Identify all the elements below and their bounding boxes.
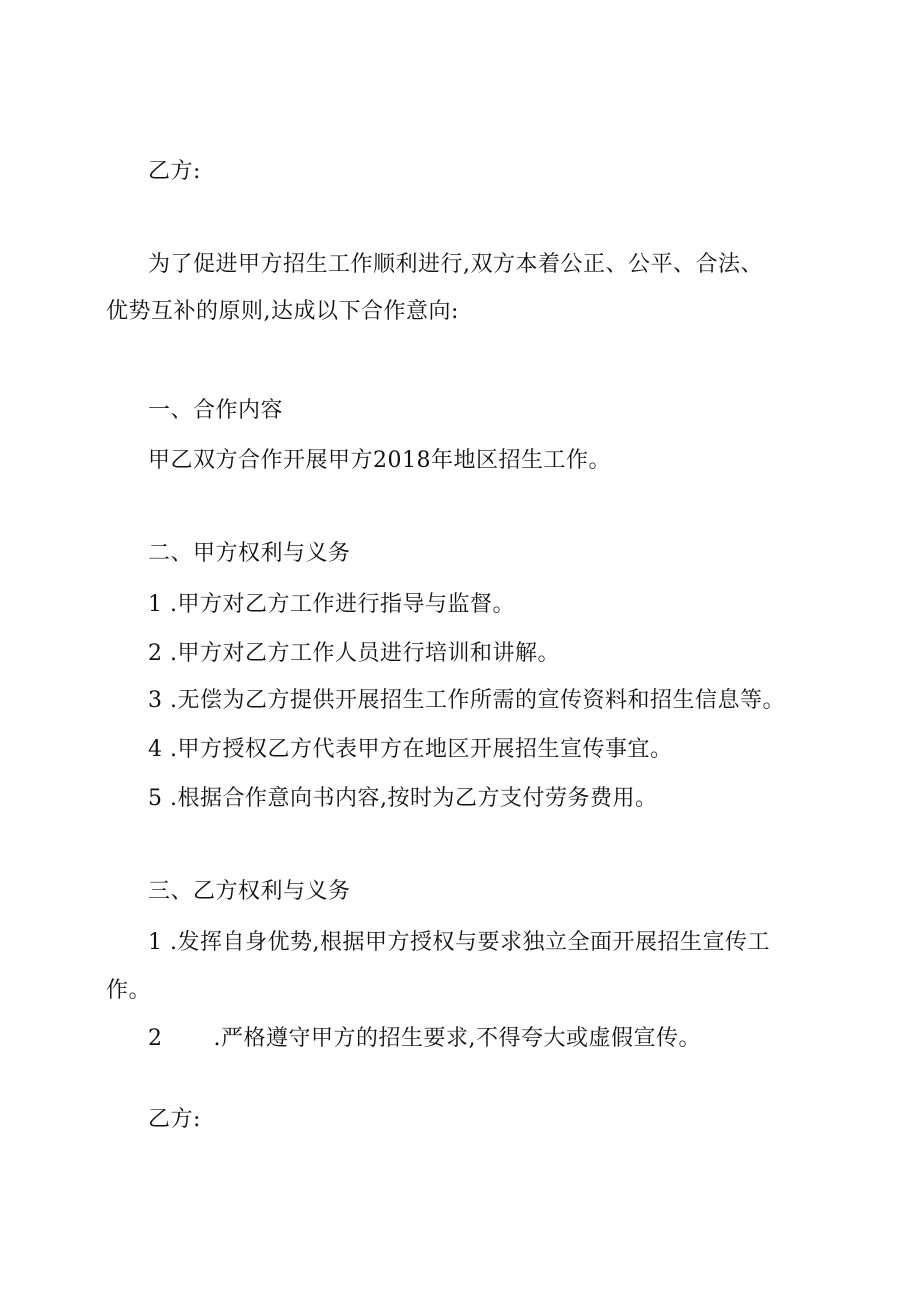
section1-heading: 一、合作内容 bbox=[148, 398, 284, 423]
item-text: .甲方对乙方工作人员进行培训和讲解。 bbox=[170, 641, 560, 666]
item-number: 2 bbox=[148, 1026, 163, 1051]
section1-body: 甲乙双方合作开展甲方2018年地区招生工作。 bbox=[148, 448, 611, 473]
intro-line-1: 为了促进甲方招生工作顺利进行,双方本着公正、公平、合法、 bbox=[148, 252, 763, 277]
section3-item-1-line-1 bbox=[148, 928, 770, 958]
section2-item bbox=[148, 784, 658, 814]
item-number: 3 bbox=[148, 688, 163, 713]
item-number: 1 bbox=[148, 930, 163, 955]
footer-party-label: 乙方: bbox=[148, 1107, 201, 1132]
intro-line-2: 优势互补的原则,达成以下合作意向: bbox=[106, 299, 459, 324]
section2-item bbox=[148, 686, 785, 716]
item-text: .甲方授权乙方代表甲方在地区开展招生宣传事宜。 bbox=[170, 737, 673, 762]
section2-item bbox=[148, 735, 673, 765]
header-party-label: 乙方: bbox=[148, 159, 201, 184]
item-number: 2 bbox=[148, 641, 163, 666]
item-text: .无偿为乙方提供开展招生工作所需的宣传资料和招生信息等。 bbox=[170, 688, 785, 713]
section3-item-1-line-2: 作。 bbox=[106, 978, 152, 1003]
section2-heading: 二、甲方权利与义务 bbox=[148, 541, 351, 566]
item-number: 4 bbox=[148, 737, 163, 762]
section2-item bbox=[148, 639, 560, 669]
item-number: 5 bbox=[148, 786, 163, 811]
section3-item-2 bbox=[148, 1024, 701, 1054]
item-number: 1 bbox=[148, 592, 163, 617]
section2-item bbox=[148, 590, 515, 620]
item-text: .甲方对乙方工作进行指导与监督。 bbox=[170, 592, 515, 617]
item-text: .严格遵守甲方的招生要求,不得夸大或虚假宣传。 bbox=[213, 1026, 701, 1051]
item-text: .发挥自身优势,根据甲方授权与要求独立全面开展招生宣传工 bbox=[170, 930, 770, 955]
item-text: .根据合作意向书内容,按时为乙方支付劳务费用。 bbox=[170, 786, 658, 811]
section3-heading: 三、乙方权利与义务 bbox=[148, 879, 351, 904]
